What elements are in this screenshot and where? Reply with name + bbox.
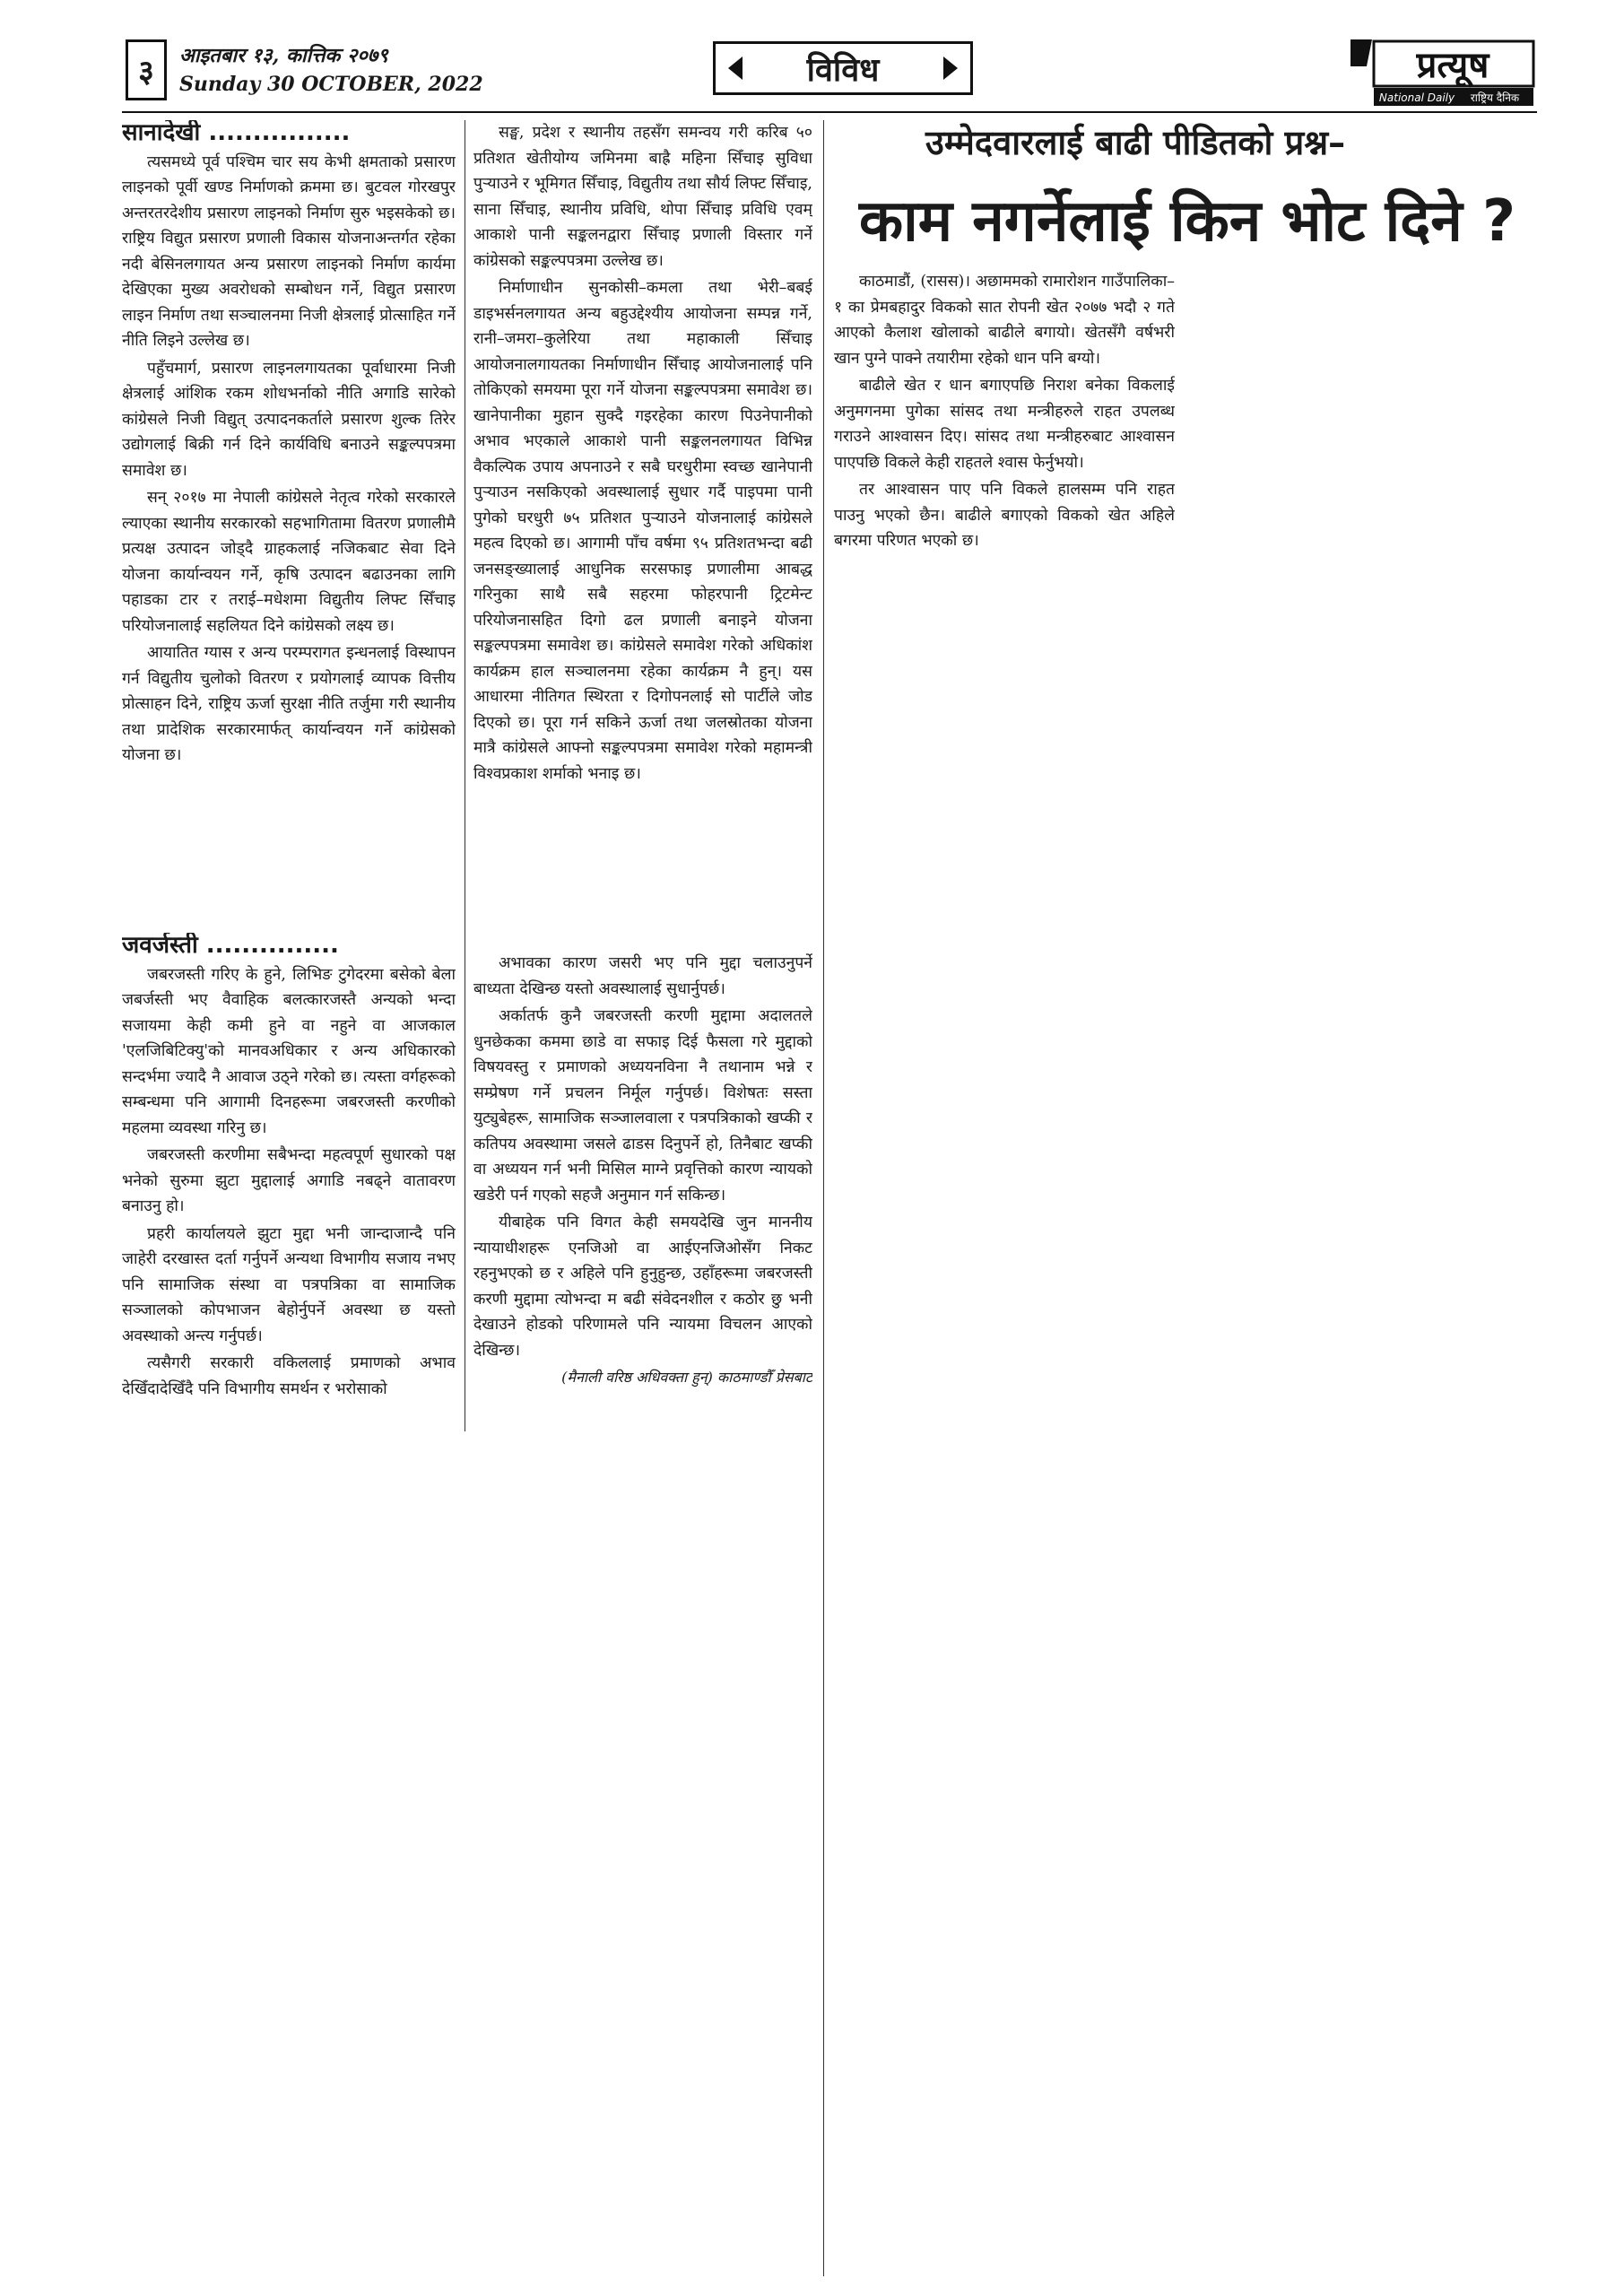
paragraph: अभावका कारण जसरी भए पनि मुद्दा चलाउनुपर्ने बाध्यता देखिन्छ यस्तो अवस्थालाई सुधार्नुपर्छ। bbox=[473, 954, 812, 998]
paragraph: निर्माणाधीन सुनकोसी–कमला तथा भेरी–बबई डाइभर्सनलगायत अन्य बहुउद्देश्यीय आयोजना सम्पन्न गर्ने, रानी–जमरा–कुलेरिया तथा महाकाली सिँचाइ आयोजनालगायतका निर्माणाधीन सिँचाइ आयोजनालाई पनि तोकिएको समयमा पूरा गर्ने योजना सङ्कल्पपत्रमा समावेश छ। खानेपानीका मुहान सुक्दै गइरहेका कारण पिउनेपानीको अभाव भएकाले आकाशे पानी सङ्कलनलगायत विभिन्न वैकल्पिक उपाय अपनाउने र सबै घरधुरीमा स्वच्छ खानेपानी पुऱ्याउन नसकिएको अवस्थालाई सुधार गर्दै पाइपमा पानी पुगेको घरधुरी ७५ प्रतिशत पुऱ्याउने योजनालाई कांग्रेसले महत्व दिएको छ। आगामी पाँच वर्षमा ९५ प्रतिशतभन्दा बढी जनसङ्ख्यालाई आधुनिक सरसफाइ प्रणालीमा आबद्ध गरिनुका साथै सबै सहरमा फोहरपानी ट्रिटमेन्ट परियोजनासहित दिगो ढल प्रणाली बनाइने योजना सङ्कल्पपत्रमा समावेश छ। कांग्रेसले समावेश गरेको अधिकांश कार्यक्रम हाल सञ्चालनमा रहेका कार्यक्रम नै हुन्। यस आधारमा नीतिगत स्थिरता र दिगोपनलाई सो पार्टीले जोड दिएको छ। पूरा गर्न सकिने ऊर्जा तथा जलस्रोतका योजना मात्रै कांग्रेसले आफ्नो सङ्कल्पपत्रमा समावेश गरेको महामन्त्री विश्वप्रकाश शर्माको भनाइ छ। bbox=[473, 279, 812, 783]
article-kicker: उम्मेदवारलाई बाढी पीडितको प्रश्न– bbox=[925, 123, 1346, 162]
paragraph: जबरजस्ती गरिए के हुने, लिभिङ टुगेदरमा बसेको बेला जबर्जस्ती भए वैवाहिक बलत्कारजस्तै अन्यको भन्दा सजायमा केही कमी हुने वा नहुने वा आजकाल 'एलजिबिटिक्यु'को मानवअधिकार र अन्य अधिकारको सन्दर्भमा ज्यादै नै आवाज उठ्ने गरेको छ। त्यस्ता वर्गहरूको सम्बन्धमा पनि आगामी दिनहरूमा जबरजस्ती करणीको महलमा व्यवस्था गरिनु छ। bbox=[122, 965, 456, 1137]
byline: (मैनाली वरिष्ठ अधिवक्ता हुन्) काठमाण्डौँ प्रेसबाट bbox=[561, 1369, 812, 1386]
logo-sub-en: National Daily bbox=[1378, 91, 1455, 104]
arrow-right-icon bbox=[943, 57, 958, 80]
left-col-1b bbox=[122, 933, 456, 1433]
paragraph: त्यसैगरी सरकारी वकिललाई प्रमाणको अभाव देखिँदादेखिँदै पनि विभागीय समर्थन र भरोसाको bbox=[122, 1354, 456, 1398]
masthead-logo bbox=[1347, 36, 1537, 109]
header-date bbox=[179, 41, 483, 99]
paragraph: तर आश्वासन पाए पनि विकले हालसम्म पनि राहत पाउनु भएको छैन। बाढीले बगाएको विकको खेत अहिले बगरमा परिणत भएको छ। bbox=[834, 481, 1175, 550]
date-nepali: आइतबार १३, कात्तिक २०७९ bbox=[179, 44, 388, 67]
left-col-2 bbox=[473, 120, 812, 932]
paragraph: अर्कातर्फ कुनै जबरजस्ती करणी मुद्दामा अदालतले धुनछेकका कममा छाडे वा सफाइ दिई फैसला गरे मुद्दाको विषयवस्तु र प्रमाणको अध्ययनविना नै तथानाम भन्ने र सम्प्रेषण गर्ने प्रचलन निर्मूल गर्नुपर्छ। विशेषतः सस्ता युट्युबेहरू, सामाजिक सञ्जालवाला र पत्रपत्रिकाको खप्की र कतिपय अवस्थामा जसले ढाडस दिनुपर्ने हो, तिनैबाट खप्की वा अध्ययन गर्न भनी मिसिल माग्ने प्रवृत्तिको कारण न्यायको खडेरी पर्न गएको सहजै अनुमान गर्न सकिन्छ। bbox=[473, 1007, 812, 1205]
paragraph: पहुँचमार्ग, प्रसारण लाइनलगायतका पूर्वाधारमा निजी क्षेत्रलाई आंशिक रकम शोधभर्नाको नीति अगाडि सारेको कांग्रेसले निजी विद्युत् उत्पादनकर्ताले प्रसारण शुल्क तिरेर उद्योगलाई बिक्री गर्न दिने कार्यविधि बनाउने सङ्कल्पपत्रमा समावेश छ। bbox=[122, 359, 456, 480]
arrow-left-icon bbox=[728, 57, 743, 80]
section-label-box bbox=[713, 41, 973, 95]
logo-name: प्रत्यूष bbox=[1416, 45, 1489, 86]
paragraph: सन् २०१७ मा नेपाली कांग्रेसले नेतृत्व गरेको सरकारले ल्याएका स्थानीय सरकारको सहभागितामा वितरण प्रणालीमै प्रत्यक्ष उत्पादन जोड्दै ग्राहकलाई नजिकबाट सेवा दिने योजना कार्यान्वयन गर्ने, कृषि उत्पादन बढाउनका लागि पहाडका टार र तराई–मधेशमा विद्युतीय लिफ्ट सिँचाइ परियोजनालाई सहलियत दिने कांग्रेसको लक्ष्य छ। bbox=[122, 489, 456, 635]
left-col-1 bbox=[122, 120, 456, 932]
section-title-2: जवर्जस्ती ............... bbox=[122, 933, 339, 959]
section-title-1: सानादेखी ................ bbox=[122, 120, 351, 146]
date-english: Sunday 30 OCTOBER, 2022 bbox=[179, 73, 483, 96]
paragraph: बाढीले खेत र धान बगाएपछि निराश बनेका विकलाई अनुमगनमा पुगेका सांसद तथा मन्त्रीहरुले राहत उपलब्ध गराउने आश्वासन दिए। सांसद तथा मन्त्रीहरुबाट आश्वासन पाएपछि विकले केही राहतले श्वास फेर्नुभयो। bbox=[834, 377, 1175, 472]
right-col-1 bbox=[834, 269, 1175, 1256]
page-divider bbox=[823, 120, 824, 2276]
paragraph: आयातित ग्यास र अन्य परम्परागत इन्धनलाई विस्थापन गर्न विद्युतीय चुलोको वितरण र प्रयोगलाई व्यापक वित्तीय प्रोत्साहन दिने, राष्ट्रिय ऊर्जा सुरक्षा नीति तर्जुमा गरी स्थानीय तथा प्रादेशिक सरकारमार्फत् कार्यान्वयन गर्ने कांग्रेसको योजना छ। bbox=[122, 644, 456, 764]
logo-sub-np: राष्ट्रिय दैनिक bbox=[1470, 91, 1520, 104]
paragraph: काठमाडौं, (रासस)। अछाममको रामारोशन गाउँपालिका–१ का प्रेमबहादुर विकको सात रोपनी खेत २०७७ भदौ २ गते आएको कैलाश खोलाको बाढीले बगायो। खेतसँगै वर्षभरी खान पुग्ने पाक्ने तयारीमा रहेको धान पनि बग्यो। bbox=[834, 273, 1175, 368]
paragraph: सङ्घ, प्रदेश र स्थानीय तहसँग समन्वय गरी करिब ५० प्रतिशत खेतीयोग्य जमिनमा बाह्रै महिना सिँचाइ सुविधा पुऱ्याउने र भूमिगत सिँचाइ, विद्युतीय तथा सौर्य लिफ्ट सिँचाइ, साना सिँचाइ, स्थानीय प्रविधि, थोपा सिँचाइ प्रविधि एवम् आकाशे पानी सङ्कलनद्वारा सिँचाइ प्रणाली विस्तार गर्ने कांग्रेसको सङ्कल्पपत्रमा उल्लेख छ। bbox=[473, 124, 812, 270]
paragraph: यीबाहेक पनि विगत केही समयदेखि जुन माननीय न्यायाधीशहरू एनजिओ वा आईएनजिओसँग निकट रहनुभएको छ र अहिले पनि हुनुहुन्छ, उहाँहरूमा जबरजस्ती करणी मुद्दामा त्योभन्दा म बढी संवेदनशील र कठोर छु भनी देखाउने होडको परिणामले पनि न्यायमा विचलन आएको देखिन्छ। bbox=[473, 1213, 812, 1360]
header-rule bbox=[122, 111, 1537, 113]
paragraph: जबरजस्ती करणीमा सबैभन्दा महत्वपूर्ण सुधारको पक्ष भनेको सुरुमा झुटा मुद्दालाई अगाडि नबढ्ने वातावरण बनाउनु हो। bbox=[122, 1146, 456, 1215]
paragraph: त्यसमध्ये पूर्व पश्चिम चार सय केभी क्षमताको प्रसारण लाइनको पूर्वी खण्ड निर्माणको क्रममा छ। बुटवल गोरखपुर अन्तरतरदेशीय प्रसारण लाइनको निर्माण सुरु भइसकेको छ। राष्ट्रिय विद्युत प्रसारण प्रणाली विकास योजनाअन्तर्गत रहेका नदी बेसिनलगायत अन्य प्रसारण लाइनको निर्माण कार्यमा देखिएका मुख्य अवरोधको सम्बोधन गर्ने, विद्युत प्रसारण लाइन निर्माण तथा सञ्चालनमा निजी क्षेत्रलाई प्रोत्साहित गर्ने नीति लिइने उल्लेख छ। bbox=[122, 152, 456, 350]
article-headline: काम नगर्नेलाई किन भोट दिने ? bbox=[859, 188, 1516, 255]
left-col-2b bbox=[473, 951, 812, 1433]
paragraph: प्रहरी कार्यालयले झुटा मुद्दा भनी जान्दाजान्दै पनि जाहेरी दरखास्त दर्ता गर्नुपर्ने अन्यथा विभागीय सजाय नभए पनि सामाजिक संस्था वा पत्रपत्रिका वा सामाजिक सञ्जालको कोपभाजन बेहोर्नुपर्ने अवस्था छ यस्तो अवस्थाको अन्त्य गर्नुपर्छ। bbox=[122, 1224, 456, 1345]
section-label: विविध bbox=[806, 51, 880, 89]
page-number: ३ bbox=[126, 39, 167, 100]
